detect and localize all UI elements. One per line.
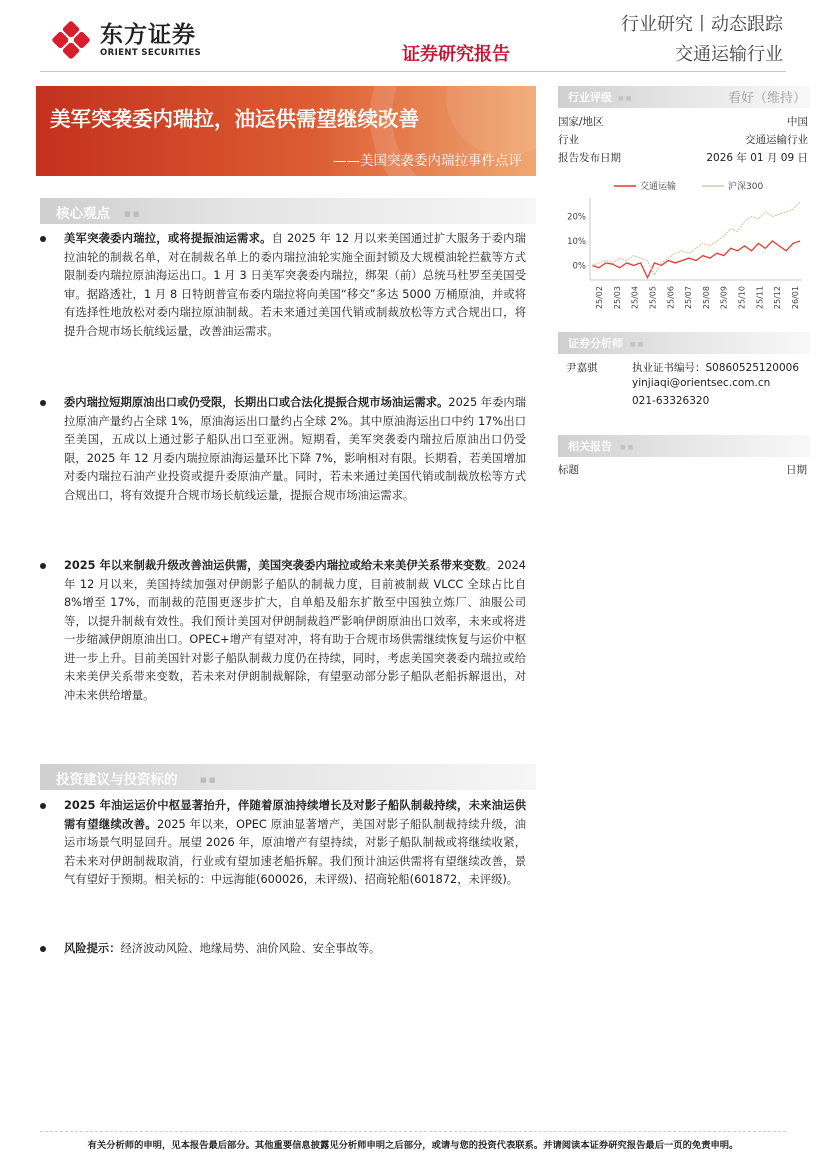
page-subtitle: ——美国突袭委内瑞拉事件点评 <box>333 153 522 169</box>
risk-point <box>40 940 526 959</box>
x-tick-label: 25/12 <box>773 286 783 310</box>
y-tick-label: 10% <box>567 237 586 247</box>
x-tick-label: 25/04 <box>630 286 640 310</box>
x-tick-label: 25/10 <box>737 286 747 310</box>
x-tick-label: 25/09 <box>719 286 729 310</box>
x-tick-label: 25/06 <box>666 286 676 310</box>
info-row-industry <box>558 132 808 147</box>
core-point-3-lead: 2025 年以来制裁升级改善油运供需，美国突袭委内瑞拉或给未来美伊关系带来变数 <box>64 559 486 572</box>
performance-chart-svg <box>558 176 808 322</box>
analyst-phone: 021-63326320 <box>632 395 710 407</box>
section-core-header <box>40 198 536 224</box>
logo-mark-icon <box>50 19 92 61</box>
section-marker-icon: ■ ■ <box>620 444 634 451</box>
invest-point-1-text: 2025 年以来，OPEC 原油显著增产，美国对影子船队制裁持续升级，油运市场景气明显回升。展望 2026 年，原油增产有望持续，对影子船队制裁或将继续收紧，若未来对伊朗制裁取消，行业或有望加速老船拆解。我们预计油运供需将有望继续改善，景气有望好于预期。相关标的：中远海能(600026，未评级)、招商轮船(601872，未评级)。 <box>64 817 526 886</box>
info-value: 中国 <box>787 116 808 128</box>
y-tick-label: 0% <box>572 261 586 272</box>
core-point-2-lead: 委内瑞拉短期原油出口或仍受限，长期出口或合法化提振合规市场油运需求。 <box>64 396 449 409</box>
disclaimer-footer: 有关分析师的申明，见本报告最后部分。其他重要信息披露见分析师申明之后部分，或请与您的投资代表联系。并请阅读本证券研究报告最后一页的免责申明。 <box>87 1140 739 1151</box>
rating-label: 行业评级 <box>568 91 612 104</box>
info-key: 报告发布日期 <box>558 152 621 164</box>
analyst-label: 证券分析师 <box>568 337 623 350</box>
related-box-header <box>558 435 810 457</box>
info-value: 交通运输行业 <box>745 134 808 146</box>
analyst-box-header <box>558 332 810 354</box>
core-point-1-lead: 美军突袭委内瑞拉，或将提振油运需求。 <box>64 232 272 245</box>
core-point-2 <box>40 394 526 505</box>
risk-point-lead: 风险提示： <box>64 942 121 955</box>
bullet-icon <box>40 236 46 242</box>
related-label: 相关报告 <box>568 440 612 453</box>
section-invest-header <box>40 764 536 790</box>
logo-name-en: ORIENT SECURITIES <box>100 47 202 58</box>
legend-label-1: 沪深300 <box>728 182 764 192</box>
analyst-email[interactable]: yinjiaqi@orientsec.com.cn <box>632 377 771 389</box>
header-divider <box>40 71 786 72</box>
core-point-3-text: 。2024 年 12 月以来，美国持续加强对伊朗影子船队的制裁力度，目前被制裁 VLCC 全球占比自 8%增至 17%，而制裁的范围更逐步扩大，自单船及船东扩散至中国独立炼厂、油服公司等，以提升制裁有效性。我们预计美国对伊朗制裁趋严影响伊朗原油出口效率，未来或将进一步缩减伊朗原油出口。OPEC+增产有望对冲，将有助于合规市场供需继续恢复与运价中枢进一步上升。目前美国针对影子船队制裁力度仍在持续，同时，考虑美国突袭委内瑞拉或给未来美伊关系带来变数，若未来对伊朗制裁解除，有望驱动部分影子船队老船拆解退出，对冲未来供给增量。 <box>64 559 526 702</box>
title-banner <box>36 86 536 176</box>
analyst-cert: 执业证书编号：S0860525120006 <box>632 362 800 374</box>
section-marker-icon: ■ ■ <box>618 95 632 102</box>
x-tick-label: 25/08 <box>701 286 711 310</box>
info-key: 国家/地区 <box>558 116 604 128</box>
performance-chart <box>558 176 808 322</box>
info-value: 2026 年 01 月 09 日 <box>706 152 808 164</box>
section-marker-icon: ■ ■ <box>630 341 644 348</box>
invest-point-1-lead: 2025 年油运运价中枢显著抬升，伴随着原油持续增长及对影子船队制裁持续，未来油运供需有望继续改善。 <box>64 799 526 831</box>
bullet-icon <box>40 946 46 952</box>
x-tick-label: 25/05 <box>648 286 658 310</box>
related-col-title: 标题 <box>558 464 579 476</box>
core-point-1 <box>40 230 526 341</box>
x-tick-label: 26/01 <box>791 286 800 310</box>
rating-box-header <box>558 86 810 108</box>
risk-point-text: 经济波动风险、地缘局势、油价风险、安全事故等。 <box>120 942 381 955</box>
related-col-date: 日期 <box>786 464 807 476</box>
logo-name-cn: 东方证券 <box>100 21 196 48</box>
core-point-2-text: 2025 年委内瑞拉原油产量约占全球 1%，原油海运出口量约占全球 2%。其中原油海运出口中约 17%出口至美国，五成以上通过影子船队出口至亚洲。短期看，美军突袭委内瑞拉后原油出口仍受限，2025 年 12 月委内瑞拉原油海运量环比下降 7%，影响相对有限。长期看，若美国增加对委内瑞拉石油产业投资或提升委原油产量。同时，若未来通过美国代销或制裁放松等方式合规出口，将有效提升合规市场长航线运量，提振合规市场油运需求。 <box>64 396 526 502</box>
section-marker-icon: ■ ■ <box>200 776 216 784</box>
section-invest-title: 投资建议与投资标的 <box>56 772 178 788</box>
x-tick-label: 25/07 <box>684 286 694 310</box>
info-key: 行业 <box>558 134 579 146</box>
x-tick-label: 25/03 <box>612 286 622 310</box>
x-tick-label: 25/11 <box>755 286 765 310</box>
series-line-1 <box>592 202 800 275</box>
section-core-title: 核心观点 <box>56 206 110 222</box>
legend-label-0: 交通运输 <box>640 182 677 192</box>
bullet-icon <box>40 400 46 406</box>
bullet-icon <box>40 563 46 569</box>
bullet-icon <box>40 803 46 809</box>
footer-divider <box>40 1131 786 1132</box>
page-title: 美军突袭委内瑞拉，油运供需望继续改善 <box>50 107 419 131</box>
y-tick-label: 20% <box>567 212 586 223</box>
report-industry: 交通运输行业 <box>675 44 783 65</box>
analyst-name: 尹嘉骐 <box>566 362 598 374</box>
info-row-date <box>558 150 808 165</box>
rating-value: 看好（维持） <box>727 91 806 106</box>
section-marker-icon: ■ ■ <box>124 210 140 218</box>
info-row-region <box>558 114 808 129</box>
x-tick-label: 25/02 <box>595 286 604 310</box>
core-point-1-text: 自 2025 年 12 月以来美国通过扩大服务于委内瑞拉油轮的制裁名单，对在制裁名单上的委内瑞拉油轮实施全面封锁及大规模油轮拦截等方式限制委内瑞拉原油海运出口。1 月 3 日美军突袭委内瑞拉，绑架（前）总统马杜罗至美国受审。据路透社，1 月 8 日特朗普宣布委内瑞拉将向美国“移交”多达 5000 万桶原油，并或将有选择性地放松对委内瑞拉原油制裁。若未来通过美国代销或制裁放松等方式合规出口，将提升合规市场长航线运量，改善油运需求。 <box>64 232 526 338</box>
invest-point-1 <box>40 797 526 890</box>
core-point-3 <box>40 557 526 705</box>
company-logo <box>50 19 201 61</box>
report-kind: 证券研究报告 <box>402 44 510 65</box>
report-category: 行业研究丨动态跟踪 <box>621 14 783 35</box>
